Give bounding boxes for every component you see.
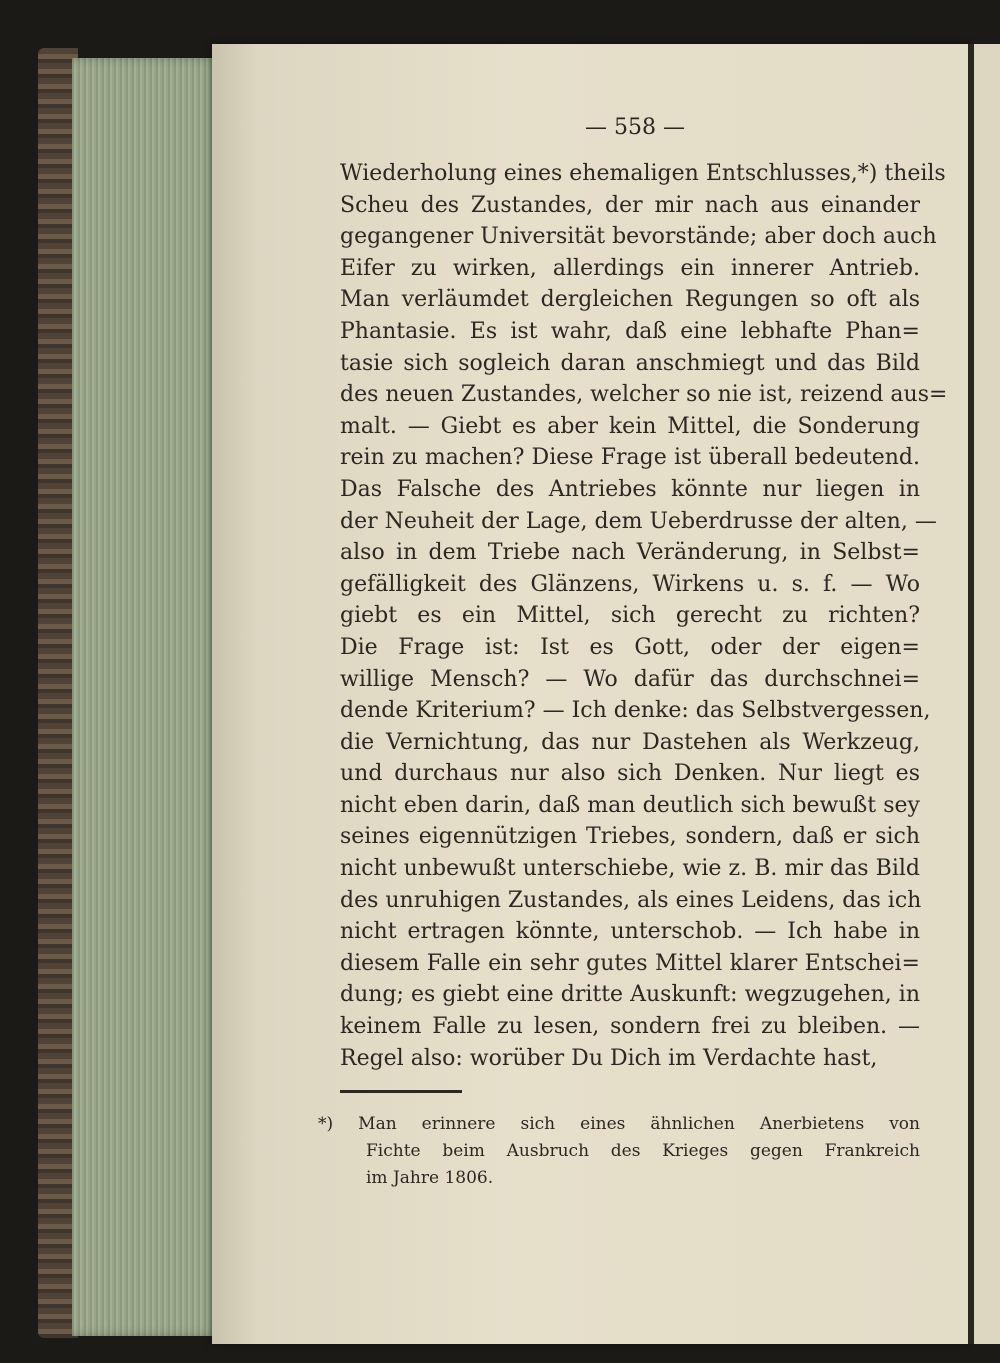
text-line: nicht eben darin, daß man deutlich sich bewußt sey [340, 792, 920, 818]
footnote-line: Fichte beim Ausbruch des Krieges gegen Frankreich [366, 1141, 920, 1162]
facing-page-edge [968, 44, 1000, 1344]
text-line: und durchaus nur also sich Denken. Nur liegt es [340, 761, 920, 787]
text-line: dende Kriterium? — Ich denke: das Selbstvergessen, [340, 698, 931, 724]
text-line: Die Frage ist: Ist es Gott, oder der eigen= [340, 634, 920, 660]
text-line: tasie sich sogleich daran anschmiegt und das Bild [340, 350, 920, 376]
text-line: seines eigennützigen Triebes, sondern, daß er sich [340, 824, 920, 850]
text-line: rein zu machen? Diese Frage ist überall bedeutend. [340, 445, 920, 471]
text-line: nicht ertragen könnte, unterschob. — Ich habe in [340, 919, 920, 945]
text-line: malt. — Giebt es aber kein Mittel, die Sonderung [340, 413, 920, 439]
text-line: Das Falsche des Antriebes könnte nur liegen in [340, 476, 920, 502]
page-stack-edge [72, 58, 220, 1336]
page-text [318, 115, 948, 1192]
text-line: Man verläumdet dergleichen Regungen so oft als [340, 287, 920, 313]
text-line: des unruhigen Zustandes, als eines Leidens, das ich [340, 887, 922, 913]
footnote-line: im Jahre 1806. [366, 1168, 494, 1189]
text-line: Regel also: worüber Du Dich im Verdachte hast, [340, 1045, 878, 1071]
footnote-rule [340, 1090, 462, 1093]
page-number: — 558 — [585, 115, 685, 140]
text-line: willige Mensch? — Wo dafür das durchschnei= [340, 666, 920, 692]
footnote-line: *) Man erinnere sich eines ähnlichen Anerbietens von [318, 1114, 920, 1135]
text-line: giebt es ein Mittel, sich gerecht zu richten? [340, 603, 920, 629]
text-line: des neuen Zustandes, welcher so nie ist, reizend aus= [340, 382, 948, 408]
text-line: nicht unbewußt unterschiebe, wie z. B. mir das Bild [340, 856, 920, 882]
text-line: dung; es giebt eine dritte Auskunft: wegzugehen, in [340, 982, 920, 1008]
body-text [340, 158, 948, 1074]
text-line: Eifer zu wirken, allerdings ein innerer Antrieb. [340, 255, 920, 281]
text-line: die Vernichtung, das nur Dastehen als Werkzeug, [340, 729, 920, 755]
text-line: gegangener Universität bevorstände; aber doch auch [340, 224, 937, 250]
text-line: also in dem Triebe nach Veränderung, in Selbst= [340, 540, 920, 566]
text-line: diesem Falle ein sehr gutes Mittel klarer Entschei= [340, 950, 920, 976]
text-line: Wiederholung eines ehemaligen Entschlusses,*) theils [340, 161, 946, 186]
footnote [318, 1111, 920, 1192]
text-line: Scheu des Zustandes, der mir nach aus einander [340, 192, 920, 218]
text-line: gefälligkeit des Glänzens, Wirkens u. s. f. — Wo [340, 571, 920, 597]
text-line: keinem Falle zu lesen, sondern frei zu bleiben. — [340, 1014, 920, 1040]
text-line: Phantasie. Es ist wahr, daß eine lebhafte Phan= [340, 318, 920, 344]
text-line: der Neuheit der Lage, dem Ueberdrusse der alten, — [340, 508, 937, 534]
